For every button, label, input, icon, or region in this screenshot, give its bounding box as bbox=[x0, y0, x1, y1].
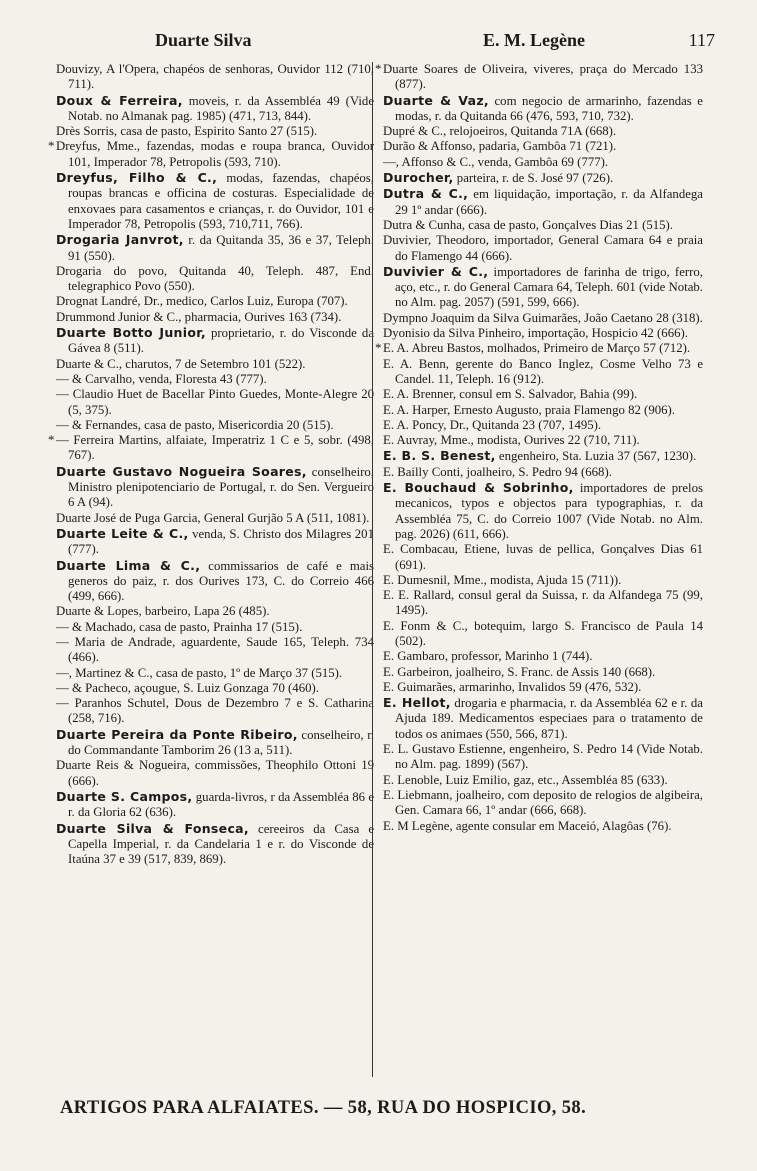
entry-text: Dreyfus, Mme., fazendas, modas e roupa branca, Ouvidor 101, Imperador 78, Petropolis (593, 710). bbox=[56, 139, 374, 169]
entry-name: Dreyfus, Filho & C., bbox=[56, 170, 218, 186]
directory-entry bbox=[383, 93, 703, 125]
entry-text: E. Bailly Conti, joalheiro, S. Pedro 94 (668). bbox=[383, 464, 612, 479]
directory-entry bbox=[56, 789, 374, 821]
entry-text: —, Martinez & C., casa de pasto, 1º de Março 37 (515). bbox=[56, 665, 343, 680]
directory-entry bbox=[383, 680, 703, 695]
directory-entry bbox=[383, 665, 703, 680]
left-column bbox=[56, 62, 374, 867]
directory-entry bbox=[383, 773, 703, 788]
directory-entry bbox=[56, 387, 374, 418]
entry-name: Duarte Silva & Fonseca, bbox=[56, 820, 249, 836]
entry-text: Duarte & C., charutos, 7 de Setembro 101 (522). bbox=[56, 356, 306, 371]
directory-entry bbox=[56, 433, 374, 464]
directory-entry bbox=[383, 62, 703, 93]
entry-text: E. A. Abreu Bastos, molhados, Primeiro de Março 57 (712). bbox=[383, 341, 691, 356]
entry-text: Drognat Landré, Dr., medico, Carlos Luiz, Europa (707). bbox=[56, 294, 348, 309]
entry-name: Durocher, bbox=[383, 170, 454, 186]
directory-entry bbox=[383, 619, 703, 650]
entry-text: E. Fonm & C., botequim, largo S. Francisco de Paula 14 (502). bbox=[383, 618, 703, 648]
entry-text: Duarte Reis & Nogueira, commissões, Theophilo Ottoni 19 (666). bbox=[56, 758, 374, 788]
entry-text: — Maria de Andrade, aguardente, Saude 165, Teleph. 734 (466). bbox=[56, 634, 374, 665]
directory-entry bbox=[56, 821, 374, 868]
entry-text: E. Auvray, Mme., modista, Ourives 22 (710, 711). bbox=[383, 433, 640, 448]
entry-text: Drès Sorris, casa de pasto, Espirito Santo 27 (515). bbox=[56, 124, 318, 139]
directory-entry bbox=[383, 542, 703, 573]
directory-entry bbox=[383, 186, 703, 218]
directory-entry bbox=[56, 511, 374, 526]
entry-text: Dympno Joaquim da Silva Guimarães, João Caetano 28 (318). bbox=[383, 310, 703, 325]
entry-text: — Claudio Huet de Bacellar Pinto Guedes, Monte-Alegre 20 (5, 375). bbox=[56, 387, 374, 417]
page-number: 117 bbox=[688, 30, 715, 50]
directory-entry bbox=[383, 218, 703, 233]
directory-entry bbox=[383, 341, 703, 356]
entry-text: cereeiros da Casa e Capella Imperial, r. da Candelaria 1 e r. do Visconde de Itaúna 37 e 39 (517, 839, 869). bbox=[68, 821, 374, 867]
entry-text: E. A. Benn, gerente do Banco Inglez, Cosme Velho 73 e Candel. 11, Teleph. 16 (912). bbox=[383, 356, 703, 386]
entry-text: E. Gambaro, professor, Marinho 1 (744). bbox=[383, 649, 593, 664]
entry-text: moveis, r. da Assembléa 49 (Vide Notab. no Almanak pag. 1985) (471, 713, 844). bbox=[68, 93, 374, 123]
entry-name: E. B. S. Benest, bbox=[383, 448, 496, 464]
entry-text: E. M Legène, agente consular em Maceió, Alagôas (76). bbox=[383, 818, 672, 833]
directory-entry bbox=[383, 170, 703, 186]
entry-name: Drogaria Janvrot, bbox=[56, 232, 184, 248]
directory-entry bbox=[383, 433, 703, 448]
entry-text: modas, fazendas, chapéos, roupas brancas e officina de costuras. Especialidade de enxovaes para casamentos e crianças, r. do Ouvidor, 101 e Imperador 78, Petropolis (593, 710,711, 766). bbox=[68, 171, 374, 231]
directory-entry bbox=[383, 788, 703, 819]
directory-entry bbox=[56, 170, 374, 232]
directory-entry bbox=[56, 418, 374, 433]
entry-text: — Ferreira Martins, alfaiate, Imperatriz 1 C e 5, sobr. (498, 767). bbox=[56, 433, 374, 463]
directory-entry bbox=[383, 311, 703, 326]
footer-advert: ARTIGOS PARA ALFAIATES. — 58, RUA DO HOSPICIO, 58. bbox=[60, 1098, 587, 1118]
entry-text: E. A. Harper, Ernesto Augusto, praia Flamengo 82 (906). bbox=[383, 402, 675, 417]
directory-entry bbox=[383, 742, 703, 773]
directory-entry bbox=[383, 448, 703, 464]
directory-entry bbox=[383, 124, 703, 139]
page-header bbox=[55, 30, 715, 56]
entry-text: proprietario, r. do Visconde da Gávea 8 (511). bbox=[68, 326, 374, 356]
entry-name: Duarte Gustavo Nogueira Soares, bbox=[56, 463, 307, 479]
entry-name: Duarte & Vaz, bbox=[383, 92, 489, 108]
directory-entry bbox=[383, 357, 703, 388]
directory-entry bbox=[56, 558, 374, 605]
entry-text: — & Carvalho, venda, Floresta 43 (777). bbox=[56, 371, 267, 386]
directory-entry bbox=[383, 588, 703, 619]
directory-entry bbox=[56, 372, 374, 387]
entry-text: Dutra & Cunha, casa de pasto, Gonçalves Dias 21 (515). bbox=[383, 217, 673, 232]
entry-text: com negocio de armarinho, fazendas e modas, r. da Quitanda 66 (476, 593, 710, 732). bbox=[395, 93, 703, 123]
directory-entry bbox=[383, 387, 703, 402]
entry-text: —, Affonso & C., venda, Gambôa 69 (777). bbox=[383, 154, 609, 169]
directory-entry bbox=[56, 635, 374, 666]
entry-text: conselheiro, r. do Commandante Tamborim 26 (13 a, 511). bbox=[68, 727, 374, 758]
right-column bbox=[383, 62, 703, 834]
directory-entry bbox=[383, 155, 703, 170]
entry-name: Dutra & C., bbox=[383, 186, 469, 202]
entry-text: Durão & Affonso, padaria, Gambôa 71 (721). bbox=[383, 139, 617, 154]
entry-text: — & Pacheco, açougue, S. Luiz Gonzaga 70 (460). bbox=[56, 680, 319, 695]
directory-entry bbox=[56, 681, 374, 696]
entry-text: E. A. Brenner, consul em S. Salvador, Bahia (99). bbox=[383, 387, 638, 402]
entry-text: E. L. Gustavo Estienne, engenheiro, S. Pedro 14 (Vide Notab. no Alm. pag. 1899) (567). bbox=[383, 742, 703, 772]
entry-text: E. Liebmann, joalheiro, com deposito de relogios de algibeira, Gen. Camara 66, 1º andar (666, 668). bbox=[383, 787, 703, 818]
directory-entry bbox=[56, 124, 374, 139]
directory-entry bbox=[383, 139, 703, 154]
entry-name: Duarte Pereira da Ponte Ribeiro, bbox=[56, 726, 298, 742]
directory-entry bbox=[383, 264, 703, 311]
directory-entry bbox=[56, 696, 374, 727]
running-head-left: Duarte Silva bbox=[155, 30, 252, 50]
entry-text: Duarte & Lopes, barbeiro, Lapa 26 (485). bbox=[56, 604, 270, 619]
entry-text: — & Machado, casa de pasto, Prainha 17 (515). bbox=[56, 619, 303, 634]
directory-entry bbox=[56, 232, 374, 264]
entry-text: engenheiro, Sta. Luzia 37 (567, 1230). bbox=[495, 449, 697, 464]
entry-name: Duarte Lima & C., bbox=[56, 557, 201, 573]
directory-entry bbox=[56, 758, 374, 789]
directory-entry bbox=[383, 480, 703, 542]
entry-text: E. Guimarães, armarinho, Invalidos 59 (476, 532). bbox=[383, 679, 642, 694]
entry-text: importadores de farinha de trigo, ferro, aço, etc., r. do General Camara 64, Teleph. 601 (vide Notab. no Alm. pag. 2057) (591, 599, 666). bbox=[395, 264, 703, 310]
entry-text: r. da Quitanda 35, 36 e 37, Teleph. 91 (550). bbox=[68, 233, 374, 263]
entry-text: E. E. Rallard, consul geral da Suissa, r. da Alfandega 75 (99, 1495). bbox=[383, 588, 703, 618]
directory-entry bbox=[56, 294, 374, 309]
entry-name: Duarte Botto Junior, bbox=[56, 325, 206, 341]
directory-entry bbox=[56, 139, 374, 170]
entry-text: E. A. Poncy, Dr., Quitanda 23 (707, 1495). bbox=[383, 417, 602, 432]
directory-entry bbox=[56, 604, 374, 619]
directory-entry bbox=[56, 464, 374, 511]
entry-text: Dupré & C., relojoeiros, Quitanda 71A (668). bbox=[383, 124, 617, 139]
entry-name: Duarte Leite & C., bbox=[56, 525, 189, 541]
entry-text: Drogaria do povo, Quitanda 40, Teleph. 487, End. telegraphico Povo (550). bbox=[56, 263, 374, 294]
entry-text: conselheiro, Ministro plenipotenciario de Portugal, r. do Sen. Vergueiro 6 A (94). bbox=[68, 464, 374, 510]
entry-name: Duarte S. Campos, bbox=[56, 788, 193, 804]
directory-entry bbox=[383, 649, 703, 664]
directory-entry bbox=[383, 418, 703, 433]
directory-entry bbox=[383, 403, 703, 418]
entry-name: Duvivier & C., bbox=[383, 263, 489, 279]
entry-text: E. Dumesnil, Mme., modista, Ajuda 15 (711)). bbox=[383, 572, 622, 587]
entry-name: E. Hellot, bbox=[383, 695, 451, 711]
entry-text: venda, S. Christo dos Milagres 201 (777). bbox=[68, 526, 374, 557]
directory-entry bbox=[383, 695, 703, 742]
entry-text: Douvizy, A l'Opera, chapéos de senhoras, Ouvidor 112 (710, 711). bbox=[56, 62, 374, 92]
directory-entry bbox=[56, 62, 374, 93]
directory-entry bbox=[56, 93, 374, 125]
entry-text: E. Lenoble, Luiz Emilio, gaz, etc., Assembléa 85 (633). bbox=[383, 772, 668, 787]
entry-text: — & Fernandes, casa de pasto, Misericordia 20 (515). bbox=[56, 417, 334, 432]
entry-text: commissarios de café e mais generos do paiz, r. dos Ourives 173, C. do Correio 466 (499, 666). bbox=[68, 558, 374, 604]
entry-name: Doux & Ferreira, bbox=[56, 92, 183, 108]
entry-text: E. Garbeiron, joalheiro, S. Franc. de Assis 140 (668). bbox=[383, 664, 656, 679]
directory-entry bbox=[383, 326, 703, 341]
running-head-right: E. M. Legène bbox=[483, 30, 585, 50]
entry-text: Drummond Junior & C., pharmacia, Ourives 163 (734). bbox=[56, 309, 342, 324]
directory-entry bbox=[56, 325, 374, 357]
directory-entry bbox=[383, 573, 703, 588]
entry-text: em liquidação, importação, r. da Alfandega 29 1º andar (666). bbox=[395, 187, 703, 217]
entry-text: — Paranhos Schutel, Dous de Dezembro 7 e S. Catharina (258, 716). bbox=[56, 696, 374, 726]
directory-entry bbox=[56, 526, 374, 558]
directory-entry bbox=[56, 264, 374, 295]
directory-entry bbox=[56, 727, 374, 759]
directory-entry bbox=[56, 357, 374, 372]
entry-text: Duarte Soares de Oliveira, viveres, praça do Mercado 133 (877). bbox=[383, 62, 703, 92]
entry-text: E. Combacau, Etiene, luvas de pellica, Gonçalves Dias 61 (691). bbox=[383, 542, 703, 572]
directory-entry bbox=[383, 233, 703, 264]
entry-text: importadores de prelos mecanicos, typos e objectos para typographias, r. da Assembléa 75, C. do Correio 1007 (Vide Notab. no Alm. pag. 2026) (611, 666). bbox=[395, 481, 703, 541]
entry-text: Duvivier, Theodoro, importador, General Camara 64 e praia do Flamengo 44 (666). bbox=[383, 233, 703, 263]
column-divider bbox=[372, 62, 373, 1077]
entry-text: Dyonisio da Silva Pinheiro, importação, Hospicio 42 (666). bbox=[383, 326, 688, 341]
directory-entry bbox=[56, 666, 374, 681]
entry-text: drogaria e pharmacia, r. da Assembléa 62 e r. da Ajuda 189. Medicamentos especiaes para o tratamento de todos os animaes (550, 566, 871). bbox=[395, 696, 703, 741]
directory-entry bbox=[56, 310, 374, 325]
entry-text: Duarte José de Puga Garcia, General Gurjão 5 A (511, 1081). bbox=[56, 510, 370, 525]
entry-text: guarda-livros, r da Assembléa 86 e r. da Gloria 62 (636). bbox=[68, 789, 374, 820]
entry-text: parteira, r. de S. José 97 (726). bbox=[453, 171, 614, 186]
directory-entry bbox=[383, 819, 703, 834]
directory-entry bbox=[56, 620, 374, 635]
directory-entry bbox=[383, 465, 703, 480]
entry-name: E. Bouchaud & Sobrinho, bbox=[383, 480, 574, 496]
